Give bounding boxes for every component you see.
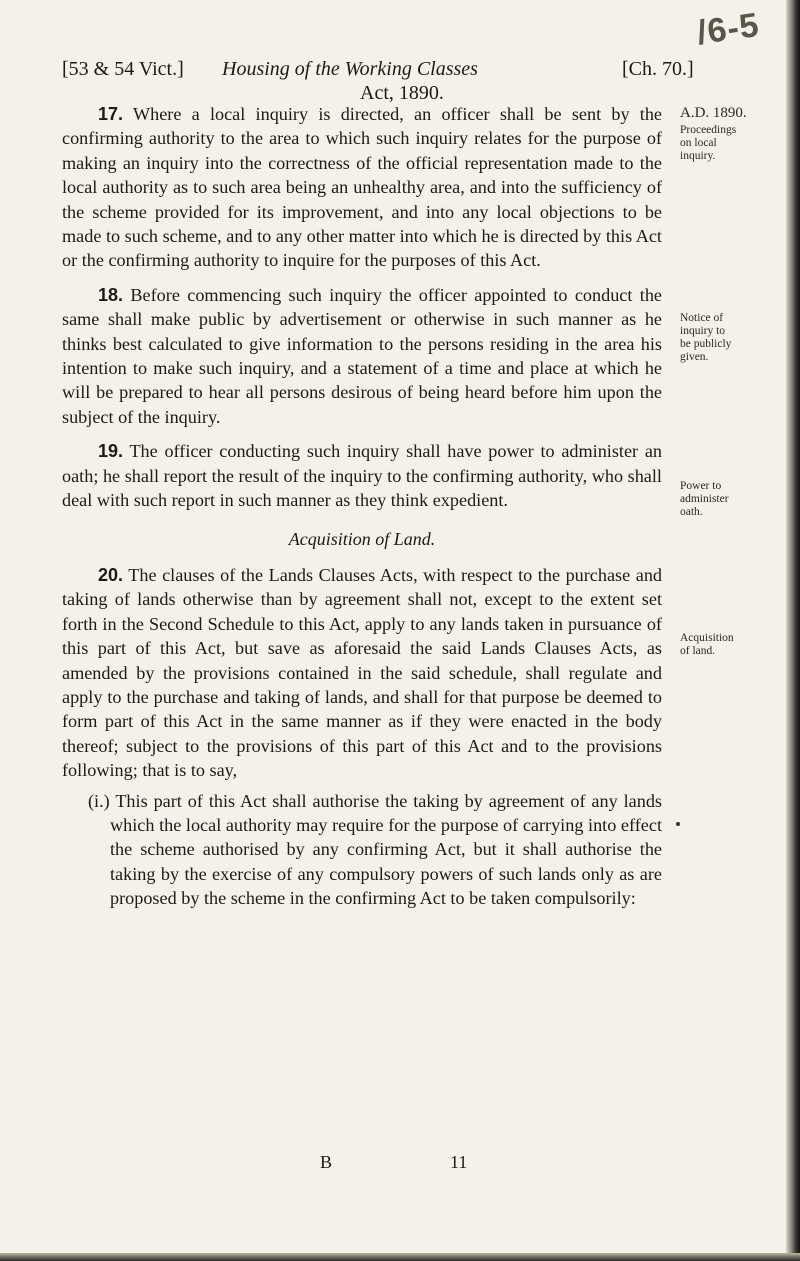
section-number: 17. [98,104,124,124]
body-text [62,102,662,911]
section-17 [62,102,662,273]
marginal-note-17 [680,104,780,163]
section-text: The officer conducting such inquiry shall have power to administer an oath; he shall report the result of the inquiry to the confirming authority, who shall deal with such report in such manner as they think expedient. [62,441,662,511]
ink-speck [676,822,680,826]
margin-line: oath. [680,506,703,518]
act-year-line: Act, 1890. [360,82,444,104]
section-19 [62,439,662,512]
margin-line: of land. [680,645,716,657]
margin-line: administer [680,493,729,505]
year-note: A.D. 1890. [680,105,747,121]
margin-line: be publicly [680,338,732,350]
page-bottom-shadow [0,1253,800,1261]
handwritten-folio-number: /6-5 [694,5,763,53]
subsection-text: This part of this Act shall authorise the taking by agreement of any lands which the local authority may require for the purpose of carrying into effect the scheme authorised by any confirming Act, but it shall authorise the taking by the exercise of any compulsory powers of such lands only as are proposed by the scheme in the confirming Act to be taken compulsorily: [110,790,662,909]
marginal-note-18 [680,312,780,364]
margin-line: on local [680,137,717,149]
regnal-year: [53 & 54 Vict.] [62,58,184,80]
page-number: 11 [450,1152,468,1172]
margin-line: inquiry. [680,150,716,162]
section-text: The clauses of the Lands Clauses Acts, with respect to the purchase and taking of lands otherwise than by agreement shall not, except to the extent set forth in the Second Schedule to this Act, apply to any lands taken in pursuance of this part of this Act, but save as aforesaid the said Lands Clauses Acts, as amended by the provisions contained in the said schedule, shall regulate and apply to the purchase and taking of lands, and shall for that purpose be deemed to form part of this Act in the same manner as if they were enacted in the body thereof; subject to the provisions of this part of this Act and to the provisions following; that is to say, [62,564,663,781]
act-title: Housing of the Working Classes [222,58,478,80]
subheading: Acquisition of Land. [288,528,436,549]
section-text: Before commencing such inquiry the officer appointed to conduct the same shall make public by advertisement or otherwise in such manner as he thinks best calculated to give information to the persons residing in the area his intention to make such inquiry, and a statement of a time and place at which he will be prepared to hear all persons desirous of being heard before him upon the subject of the inquiry. [62,284,663,427]
margin-line: inquiry to [680,325,726,337]
section-text: Where a local inquiry is directed, an officer shall be sent by the confirming authority to the area to which such inquiry relates for the purpose of making an inquiry into the correctness of the official representation made to the local authority as to such area being an unhealthy area, and into the sufficiency of the scheme provided for its improvement, and into any local objections to be made to such scheme, and to any other matter into which he is directed by this Act or the confirming authority to inquire for the purposes of this Act. [62,104,663,271]
page-edge-shadow [786,0,800,1261]
margin-line: Proceedings [680,124,737,136]
section-18 [62,283,662,429]
section-number: 19. [98,441,124,462]
section-number: 18. [98,284,124,305]
section-20 [62,563,662,783]
margin-line: given. [680,351,709,363]
margin-line: Acquisition [680,632,734,644]
subsection-i [62,789,662,911]
margin-line: Notice of [680,312,724,324]
section-number: 20. [98,564,124,585]
margin-line: Power to [680,480,722,492]
subsection-number: (i.) [88,790,110,811]
signature-mark: B [320,1152,333,1172]
chapter-number: [Ch. 70.] [622,58,694,80]
marginal-note-19 [680,480,780,519]
marginal-note-20 [680,632,780,658]
